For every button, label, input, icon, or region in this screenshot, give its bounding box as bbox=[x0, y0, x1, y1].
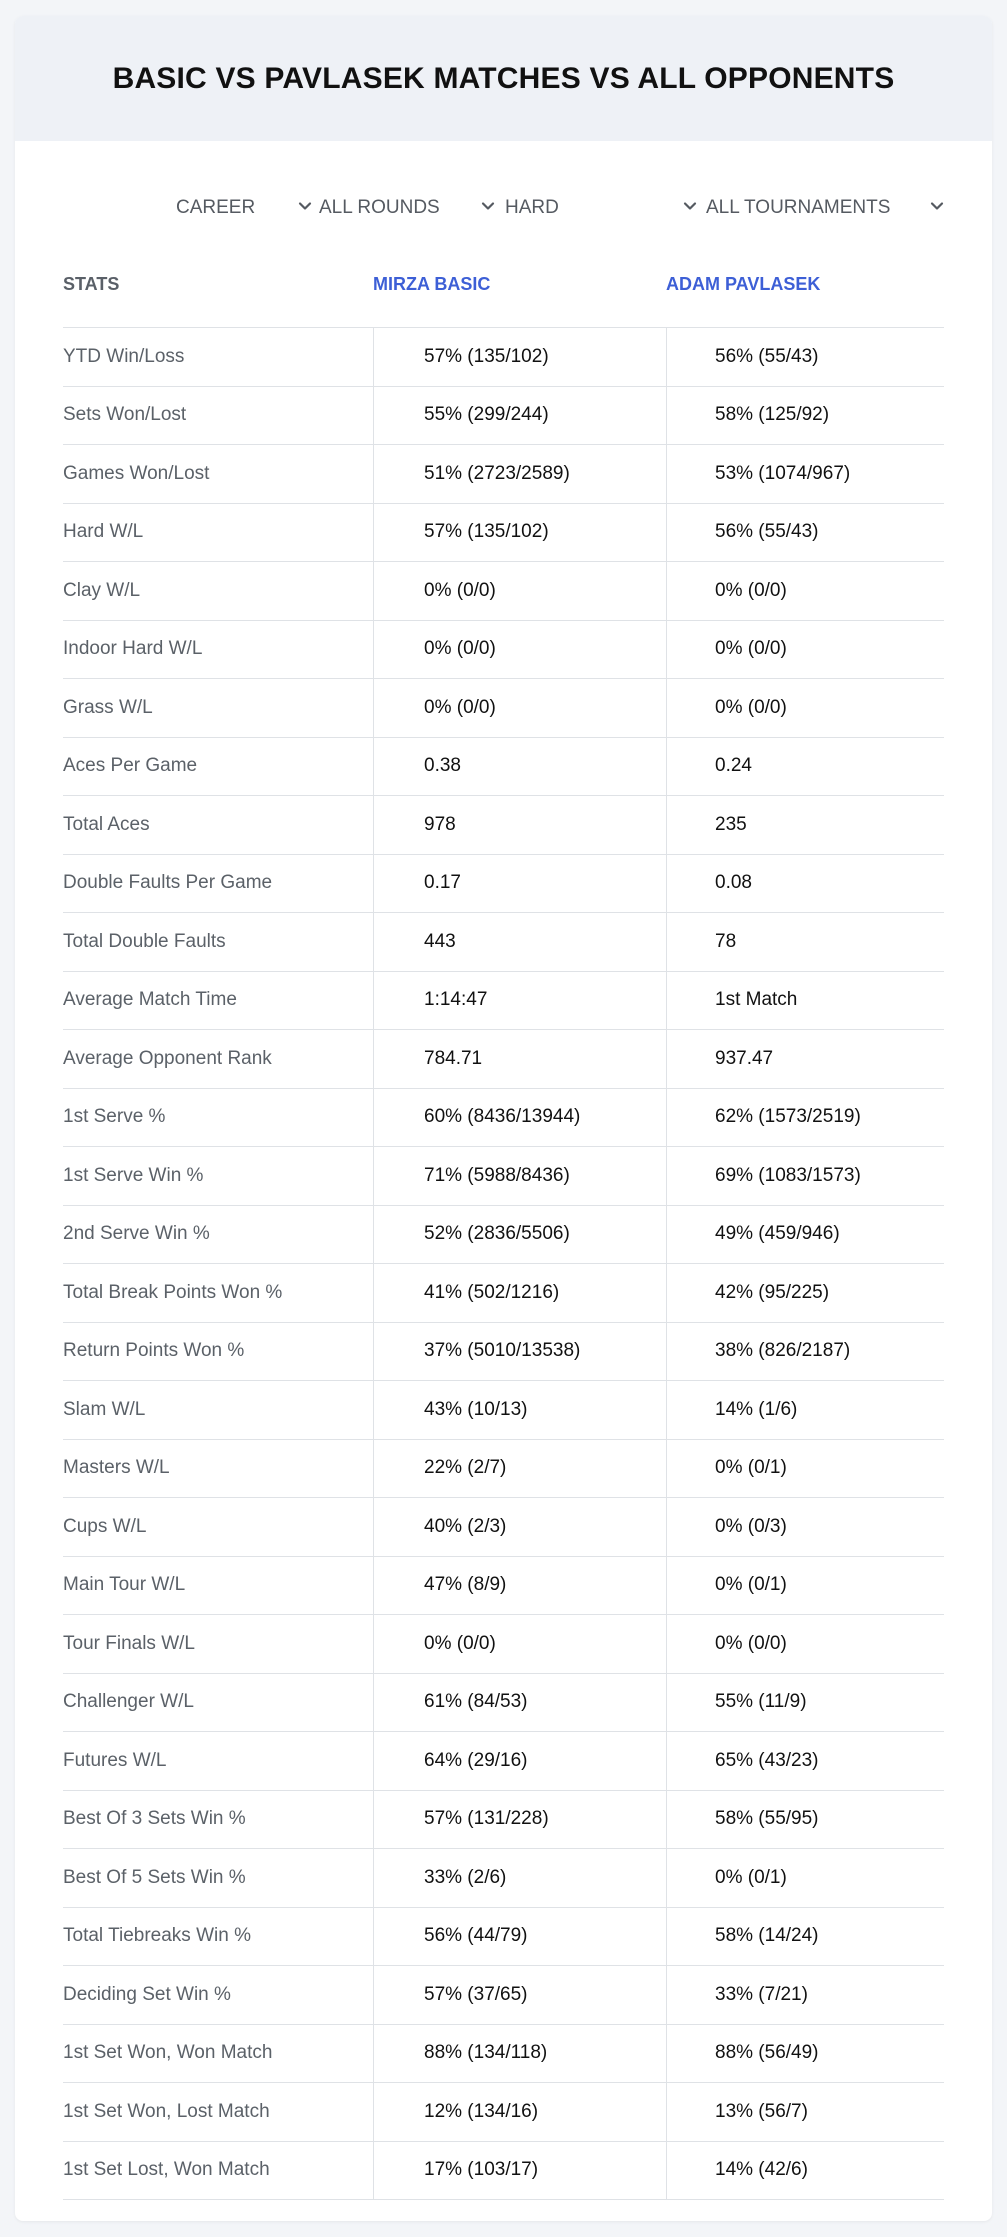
player2-value: 0% (0/1) bbox=[666, 1440, 944, 1498]
stat-label: Main Tour W/L bbox=[63, 1574, 186, 1596]
player2-value: 14% (1/6) bbox=[666, 1381, 944, 1439]
stat-label: Sets Won/Lost bbox=[63, 404, 187, 426]
player2-value: 55% (11/9) bbox=[666, 1674, 944, 1732]
player1-value: 0% (0/0) bbox=[373, 562, 666, 620]
player2-value: 58% (55/95) bbox=[666, 1791, 944, 1849]
player2-value: 0% (0/1) bbox=[666, 1849, 944, 1907]
player2-value: 235 bbox=[666, 796, 944, 854]
table-row bbox=[63, 387, 944, 446]
player2-value: 0% (0/0) bbox=[666, 679, 944, 737]
stat-label: Tour Finals W/L bbox=[63, 1632, 195, 1654]
stat-label: 1st Set Lost, Won Match bbox=[63, 2159, 270, 2181]
player1-value: 40% (2/3) bbox=[373, 1498, 666, 1556]
stat-label: Indoor Hard W/L bbox=[63, 638, 203, 660]
player2-value: 58% (14/24) bbox=[666, 1908, 944, 1966]
stat-label: Futures W/L bbox=[63, 1749, 167, 1771]
stat-label: Total Aces bbox=[63, 813, 150, 835]
table-row bbox=[63, 621, 944, 680]
player2-value: 56% (55/43) bbox=[666, 328, 944, 386]
player2-value: 38% (826/2187) bbox=[666, 1323, 944, 1381]
stat-label: 1st Set Won, Lost Match bbox=[63, 2100, 270, 2122]
player1-value: 33% (2/6) bbox=[373, 1849, 666, 1907]
table-row bbox=[63, 1381, 944, 1440]
surface-select-value: HARD bbox=[505, 197, 559, 218]
player2-value: 58% (125/92) bbox=[666, 387, 944, 445]
player1-value: 60% (8436/13944) bbox=[373, 1089, 666, 1147]
stat-label: 2nd Serve Win % bbox=[63, 1223, 210, 1245]
stat-label: Hard W/L bbox=[63, 521, 144, 543]
table-row bbox=[63, 2142, 944, 2201]
player1-value: 1:14:47 bbox=[373, 972, 666, 1030]
table-row bbox=[63, 679, 944, 738]
table-row bbox=[63, 1264, 944, 1323]
player2-value: 65% (43/23) bbox=[666, 1732, 944, 1790]
table-row bbox=[63, 1440, 944, 1499]
stats-card bbox=[15, 16, 992, 2221]
player1-value: 57% (131/228) bbox=[373, 1791, 666, 1849]
table-row bbox=[63, 913, 944, 972]
stat-label: Games Won/Lost bbox=[63, 462, 210, 484]
stat-label: Cups W/L bbox=[63, 1515, 147, 1537]
player2-value: 0% (0/0) bbox=[666, 1615, 944, 1673]
player1-value: 0.17 bbox=[373, 855, 666, 913]
stat-label: Aces Per Game bbox=[63, 755, 198, 777]
table-row bbox=[63, 1674, 944, 1733]
chevron-down-icon bbox=[479, 197, 497, 215]
stat-label: Total Break Points Won % bbox=[63, 1281, 283, 1303]
player1-value: 43% (10/13) bbox=[373, 1381, 666, 1439]
player1-value: 52% (2836/5506) bbox=[373, 1206, 666, 1264]
stat-label: Deciding Set Win % bbox=[63, 1983, 231, 2005]
player1-link[interactable]: MIRZA BASIC bbox=[373, 274, 491, 294]
card-header bbox=[15, 16, 992, 141]
table-row bbox=[63, 2083, 944, 2142]
player2-value: 56% (55/43) bbox=[666, 504, 944, 562]
player2-value: 0% (0/1) bbox=[666, 1557, 944, 1615]
player2-value: 78 bbox=[666, 913, 944, 971]
table-row bbox=[63, 796, 944, 855]
player2-value: 42% (95/225) bbox=[666, 1264, 944, 1322]
player2-value: 14% (42/6) bbox=[666, 2142, 944, 2200]
tournaments-select-value: ALL TOURNAMENTS bbox=[706, 197, 891, 218]
surface-select[interactable] bbox=[505, 188, 700, 228]
stat-label: Total Double Faults bbox=[63, 930, 226, 952]
table-row bbox=[63, 1557, 944, 1616]
player2-link[interactable]: ADAM PAVLASEK bbox=[666, 274, 821, 294]
player1-value: 88% (134/118) bbox=[373, 2025, 666, 2083]
player2-value: 62% (1573/2519) bbox=[666, 1089, 944, 1147]
rounds-select-value: ALL ROUNDS bbox=[319, 197, 440, 218]
stat-label: Clay W/L bbox=[63, 579, 141, 601]
stat-label: Masters W/L bbox=[63, 1457, 170, 1479]
player2-value: 0.24 bbox=[666, 738, 944, 796]
table-row bbox=[63, 1732, 944, 1791]
table-row bbox=[63, 1323, 944, 1382]
table-header bbox=[63, 248, 944, 328]
player2-value: 88% (56/49) bbox=[666, 2025, 944, 2083]
page-title: BASIC VS PAVLASEK MATCHES VS ALL OPPONENTS bbox=[112, 61, 895, 95]
table-row bbox=[63, 1849, 944, 1908]
table-row bbox=[63, 1498, 944, 1557]
player1-value: 0% (0/0) bbox=[373, 679, 666, 737]
table-row bbox=[63, 1030, 944, 1089]
stat-label: Slam W/L bbox=[63, 1398, 146, 1420]
table-row bbox=[63, 1089, 944, 1148]
table-row bbox=[63, 738, 944, 797]
player1-value: 56% (44/79) bbox=[373, 1908, 666, 1966]
player1-value: 47% (8/9) bbox=[373, 1557, 666, 1615]
player2-value: 49% (459/946) bbox=[666, 1206, 944, 1264]
table-row bbox=[63, 562, 944, 621]
table-row bbox=[63, 445, 944, 504]
player1-value: 61% (84/53) bbox=[373, 1674, 666, 1732]
player1-value: 55% (299/244) bbox=[373, 387, 666, 445]
player1-value: 57% (37/65) bbox=[373, 1966, 666, 2024]
period-select[interactable] bbox=[176, 188, 316, 228]
player2-value: 53% (1074/967) bbox=[666, 445, 944, 503]
stat-label: 1st Serve % bbox=[63, 1106, 166, 1128]
player1-value: 64% (29/16) bbox=[373, 1732, 666, 1790]
table-row bbox=[63, 1908, 944, 1967]
rounds-select[interactable] bbox=[319, 188, 499, 228]
player2-value: 0% (0/0) bbox=[666, 621, 944, 679]
table-row bbox=[63, 504, 944, 563]
stat-label: Average Opponent Rank bbox=[63, 1047, 272, 1069]
stats-table bbox=[63, 248, 944, 2200]
period-select-value: CAREER bbox=[176, 197, 256, 218]
player1-value: 17% (103/17) bbox=[373, 2142, 666, 2200]
table-body bbox=[63, 328, 944, 2200]
player1-value: 443 bbox=[373, 913, 666, 971]
stat-label: Grass W/L bbox=[63, 696, 153, 718]
player1-value: 978 bbox=[373, 796, 666, 854]
player2-value: 0.08 bbox=[666, 855, 944, 913]
stat-label: Double Faults Per Game bbox=[63, 872, 273, 894]
stat-label: Best Of 3 Sets Win % bbox=[63, 1808, 246, 1830]
player1-value: 0% (0/0) bbox=[373, 1615, 666, 1673]
chevron-down-icon bbox=[681, 197, 699, 215]
table-row bbox=[63, 1615, 944, 1674]
stat-label: Challenger W/L bbox=[63, 1691, 194, 1713]
player1-value: 57% (135/102) bbox=[373, 328, 666, 386]
player1-value: 784.71 bbox=[373, 1030, 666, 1088]
player2-value: 69% (1083/1573) bbox=[666, 1147, 944, 1205]
stat-label: 1st Serve Win % bbox=[63, 1164, 204, 1186]
stat-label: Total Tiebreaks Win % bbox=[63, 1925, 251, 1947]
player2-value: 1st Match bbox=[666, 972, 944, 1030]
table-row bbox=[63, 1206, 944, 1265]
filter-bar bbox=[15, 188, 992, 228]
table-row bbox=[63, 328, 944, 387]
player2-value: 33% (7/21) bbox=[666, 1966, 944, 2024]
player2-value: 0% (0/3) bbox=[666, 1498, 944, 1556]
player1-value: 0.38 bbox=[373, 738, 666, 796]
table-row bbox=[63, 855, 944, 914]
player1-value: 0% (0/0) bbox=[373, 621, 666, 679]
player1-value: 12% (134/16) bbox=[373, 2083, 666, 2141]
table-row bbox=[63, 1791, 944, 1850]
stat-label: Average Match Time bbox=[63, 989, 237, 1011]
chevron-down-icon bbox=[928, 197, 946, 215]
column-header-stats: STATS bbox=[63, 274, 120, 294]
stat-label: 1st Set Won, Won Match bbox=[63, 2042, 273, 2064]
player1-value: 51% (2723/2589) bbox=[373, 445, 666, 503]
player1-value: 37% (5010/13538) bbox=[373, 1323, 666, 1381]
tournaments-select[interactable] bbox=[706, 188, 946, 228]
player1-value: 41% (502/1216) bbox=[373, 1264, 666, 1322]
table-row bbox=[63, 1147, 944, 1206]
chevron-down-icon bbox=[296, 197, 314, 215]
table-row bbox=[63, 1966, 944, 2025]
table-row bbox=[63, 972, 944, 1031]
player1-value: 57% (135/102) bbox=[373, 504, 666, 562]
stat-label: Return Points Won % bbox=[63, 1340, 245, 1362]
player1-value: 71% (5988/8436) bbox=[373, 1147, 666, 1205]
table-row bbox=[63, 2025, 944, 2084]
player2-value: 13% (56/7) bbox=[666, 2083, 944, 2141]
stat-label: Best Of 5 Sets Win % bbox=[63, 1866, 246, 1888]
player1-value: 22% (2/7) bbox=[373, 1440, 666, 1498]
player2-value: 0% (0/0) bbox=[666, 562, 944, 620]
player2-value: 937.47 bbox=[666, 1030, 944, 1088]
stat-label: YTD Win/Loss bbox=[63, 345, 185, 367]
